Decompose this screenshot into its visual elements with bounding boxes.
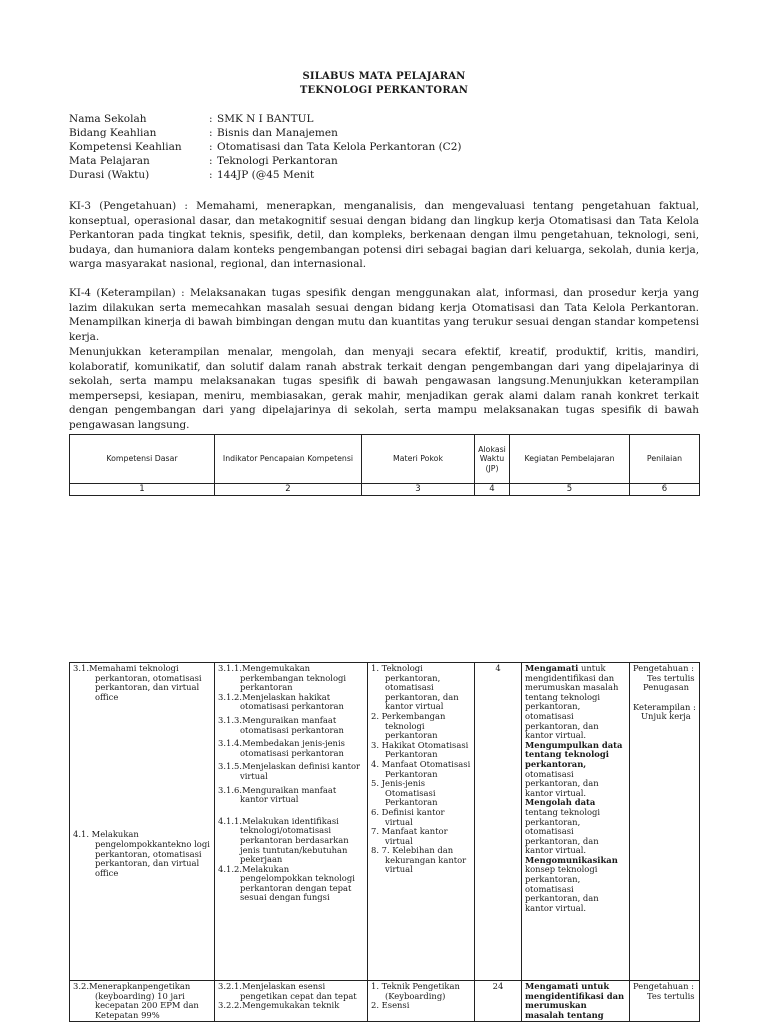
penilaian-cell: Pengetahuan : Tes tertulis Penugasan Keterampilan : Unjuk kerja bbox=[630, 663, 700, 981]
syllabus-header-table bbox=[69, 434, 700, 496]
identity-block bbox=[69, 112, 461, 182]
materi-cell: 1. Teknik Pengetikan (Keyboarding) 2. Esensi bbox=[368, 981, 475, 1022]
col-materi: Materi Pokok bbox=[362, 435, 475, 484]
col-number: 1 bbox=[70, 484, 215, 496]
col-number: 4 bbox=[475, 484, 510, 496]
penilaian-cell: Pengetahuan : Tes tertulis bbox=[630, 981, 700, 1022]
info-row: Mata Pelajaran : Teknologi Perkantoran bbox=[69, 155, 338, 167]
ki3-paragraph: KI-3 (Pengetahuan) : Memahami, menerapkan, menganalisis, dan mengevaluasi tentang pengetahuan faktual, konseptual, operasional dasar, dan metakognitif sesuai dengan bidang dan lingkup kerja Otomatisasi dan Tata Kelola Perkantoran pada tingkat teknis, spesifik, detil, dan kompleks, berkenaan dengan ilmu pengetahuan, teknologi, seni, budaya, dan humaniora dalam konteks pengembangan potensi diri sebagai bagian dari keluarga, sekolah, dunia kerja, warga masyarakat nasional, regional, dan internasional. bbox=[69, 200, 699, 271]
info-row: Kompetensi Keahlian : Otomatisasi dan Tata Kelola Perkantoran (C2) bbox=[69, 141, 462, 153]
document-title: SILABUS MATA PELAJARAN bbox=[302, 71, 466, 82]
col-kompetensi-dasar: Kompetensi Dasar bbox=[70, 435, 215, 484]
col-number: 3 bbox=[362, 484, 475, 496]
document-subtitle: TEKNOLOGI PERKANTORAN bbox=[299, 85, 469, 96]
ki4-continuation: Menunjukkan keterampilan menalar, mengolah, dan menyaji secara efektif, kreatif, produktif, kritis, mandiri, kolaboratif, komunikatif, dan solutif dalam ranah abstrak terkait dengan pengembangan dari yang dipelajarinya di sekolah, serta mampu melaksanakan tugas spesifik di bawah pengawasan langsung.Menunjukkan keterampilan mempersepsi, kesiapan, meniru, membiasakan, gerak mahir, menjadikan gerak alami dalam ranah konkret terkait dengan pengembangan dari yang dipelajarinya di sekolah, serta mampu melaksanakan tugas spesifik di bawah pengawasan langsung. bbox=[69, 346, 699, 431]
table-row bbox=[70, 981, 700, 1022]
indikator-cell: 3.2.1.Menjelaskan esensi pengetikan cepat dan tepat 3.2.2.Mengemukakan teknik bbox=[215, 981, 368, 1022]
kegiatan-cell: Mengamati untuk mengidentifikasi dan merumuskan masalah tentang bbox=[522, 981, 630, 1022]
info-row: Durasi (Waktu) : 144JP (@45 Menit bbox=[69, 169, 315, 181]
info-row: Nama Sekolah : SMK N I BANTUL bbox=[69, 113, 314, 125]
info-row: Bidang Keahlian : Bisnis dan Manajemen bbox=[69, 127, 338, 139]
col-number: 2 bbox=[215, 484, 362, 496]
jp-cell: 24 bbox=[475, 981, 522, 1022]
col-indikator: Indikator Pencapaian Kompetensi bbox=[215, 435, 362, 484]
jp-cell: 4 bbox=[475, 663, 522, 981]
col-kegiatan: Kegiatan Pembelajaran bbox=[510, 435, 630, 484]
col-number: 6 bbox=[630, 484, 700, 496]
syllabus-content-table bbox=[69, 662, 700, 1022]
kd-cell: 3.2.Menerapkanpengetikan (keyboarding) 10 jari kecepatan 200 EPM dan Ketepatan 99% bbox=[70, 981, 215, 1022]
kegiatan-cell: Mengamati untuk mengidentifikasi dan merumuskan masalah tentang teknologi perkantoran, otomatisasi perkantoran, dan kantor virtual. Mengumpulkan data tentang teknologi perkantoran, otomatisasi perkantoran, dan kantor virtual. Mengolah data tentang teknologi perkantoran, otomatisasi perkantoran, dan kantor virtual. Mengomunikasikan konsep teknologi perkantoran, otomatisasi perkantoran, dan kantor virtual. bbox=[522, 663, 630, 981]
col-alokasi: Alokasi Waktu (JP) bbox=[475, 435, 510, 484]
kd-cell: 3.1.Memahami teknologi perkantoran, otomatisasi perkantoran, dan virtual office 4.1. Melakukan pengelompokkantekno logi perkantoran, otomatisasi perkantoran, dan virtual office bbox=[70, 663, 215, 981]
indikator-cell: 3.1.1.Mengemukakan perkembangan teknologi perkantoran 3.1.2.Menjelaskan hakikat otomatisasi perkantoran 3.1.3.Menguraikan manfaat otomatisasi perkantoran 3.1.4.Membedakan jenis-jenis otomatisasi perkantoran 3.1.5.Menjelaskan definisi kantor virtual 3.1.6.Menguraikan manfaat kantor virtual 4.1.1.Melakukan identifikasi teknologi/otomatisasi perkantoran berdasarkan jenis tuntutan/kebutuhan pekerjaan 4.1.2.Melakukan pengelompokkan teknologi perkantoran dengan tepat sesuai dengan fungsi bbox=[215, 663, 368, 981]
col-penilaian: Penilaian bbox=[630, 435, 700, 484]
ki4-paragraph: KI-4 (Keterampilan) : Melaksanakan tugas spesifik dengan menggunakan alat, informasi, dan prosedur kerja yang lazim dilakukan serta memecahkan masalah sesuai dengan bidang kerja Otomatisasi dan Tata Kelola Perkantoran. Menampilkan kinerja di bawah bimbingan dengan mutu dan kuantitas yang terukur sesuai dengan standar kompetensi kerja. bbox=[69, 287, 699, 343]
table-row bbox=[70, 663, 700, 981]
col-number: 5 bbox=[510, 484, 630, 496]
materi-cell: 1. Teknologi perkantoran, otomatisasi perkantoran, dan kantor virtual 2. Perkembangan teknologi perkantoran 3. Hakikat Otomatisasi Perkantoran 4. Manfaat Otomatisasi Perkantoran 5. Jenis-jenis Otomatisasi Perkantoran 6. Definisi kantor virtual 7. Manfaat kantor virtual 8. 7. Kelebihan dan kekurangan kantor virtual bbox=[368, 663, 475, 981]
